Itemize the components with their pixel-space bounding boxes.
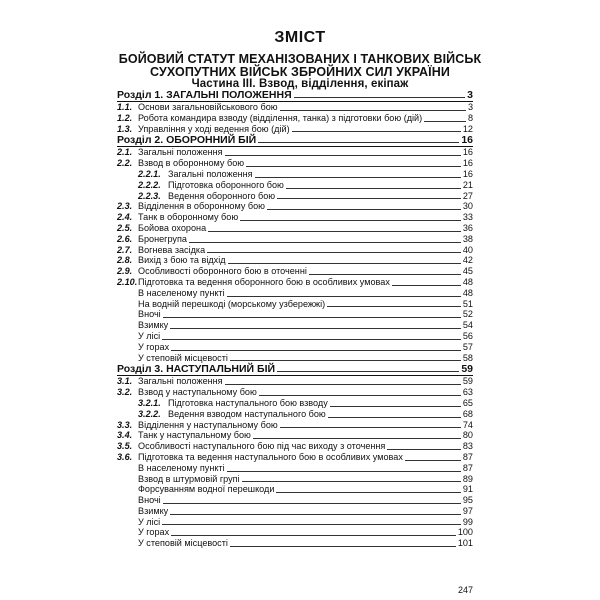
toc-entry	[117, 331, 473, 342]
toc-page-number: 83	[462, 441, 473, 452]
toc-leader-line	[230, 546, 456, 547]
toc-entry-number: 3.5.	[117, 441, 133, 452]
toc-entry-title: Розділ 2. ОБОРОННИЙ БІЙ	[117, 134, 257, 147]
toc-page-number: 51	[462, 298, 473, 309]
toc-leader-line	[405, 460, 461, 461]
toc-entry	[117, 506, 473, 517]
toc-leader-line	[246, 166, 461, 167]
toc-leader-line	[170, 328, 461, 329]
toc-page-number: 57	[462, 341, 473, 352]
toc-page-number: 68	[462, 408, 473, 419]
toc-entry	[117, 420, 473, 431]
toc-entry-title: Відділення в оборонному бою	[138, 201, 265, 212]
toc-leader-line	[228, 263, 461, 264]
toc-entry-title: Робота командира взводу (відділення, танка) з підготовки бою (дій)	[138, 112, 423, 123]
toc-page-number: 16	[462, 147, 473, 158]
toc-entry-title: Взимку	[138, 320, 169, 331]
toc-entry-number: 3.1.	[117, 376, 133, 387]
toc-entry	[117, 342, 473, 353]
toc-entry-title: Відділення у наступальному бою	[138, 419, 278, 430]
toc-entry-title: Бойова охорона	[138, 222, 207, 233]
toc-leader-line	[253, 438, 461, 439]
page-number: 247	[457, 585, 473, 595]
toc-section-heading	[117, 89, 473, 102]
toc-page-number: 74	[462, 419, 473, 430]
toc-leader-line	[242, 481, 461, 482]
toc-leader-line	[277, 198, 461, 199]
toc-entry	[117, 409, 473, 420]
toc-entry	[117, 538, 473, 549]
toc-page-number: 33	[462, 212, 473, 223]
toc-entry	[117, 169, 473, 180]
toc-entry	[117, 124, 473, 135]
toc-entry-title: Розділ 1. ЗАГАЛЬНІ ПОЛОЖЕННЯ	[117, 89, 292, 101]
toc-entry-number: 3.4.	[117, 430, 133, 441]
toc-page-number: 38	[462, 233, 473, 244]
toc-entry	[117, 255, 473, 266]
toc-leader-line	[162, 339, 461, 340]
toc-entry-title: Взвод в штурмовій групі	[138, 473, 240, 484]
toc-page-number: 87	[462, 451, 473, 462]
toc-entry-title: Форсуванням водної перешкоди	[138, 484, 275, 495]
toc-entry	[117, 113, 473, 124]
toc-leader-line	[292, 131, 461, 132]
toc-leader-line	[280, 110, 466, 111]
toc-leader-line	[259, 395, 461, 396]
toc-entry	[117, 158, 473, 169]
toc-leader-line	[170, 514, 461, 515]
toc-entry-number: 3.2.2.	[138, 408, 161, 419]
toc-entry-title: У степовій місцевості	[138, 538, 228, 549]
toc-entry	[117, 299, 473, 310]
toc-section-heading	[117, 363, 473, 376]
toc-entry-title: Танк у наступальному бою	[138, 430, 251, 441]
toc-page-number: 16	[462, 168, 473, 179]
toc-entry-title: Управління у ході ведення бою (дій)	[138, 123, 290, 134]
toc-leader-line	[240, 220, 461, 221]
toc-entry-title: Загальні положення	[168, 168, 253, 179]
toc-entry-title: В населеному пункті	[138, 287, 225, 298]
toc-page-number: 89	[462, 473, 473, 484]
toc-entry	[117, 517, 473, 528]
toc-entry-title: У лісі	[138, 516, 161, 527]
toc-entry-number: 2.4.	[117, 212, 133, 223]
page-title: ЗМІСТ	[274, 29, 326, 46]
toc-entry-title: Бронегрупа	[138, 233, 187, 244]
document-title-line-2: СУХОПУТНИХ ВІЙСЬК ЗБРОЙНИХ СИЛ УКРАЇНИ	[150, 65, 450, 79]
document-title-line-1: БОЙОВИЙ СТАТУТ МЕХАНІЗОВАНИХ І ТАНКОВИХ ВІЙСЬК	[118, 52, 482, 66]
toc-entry	[117, 463, 473, 474]
toc-page-number: 45	[462, 266, 473, 277]
toc-entry	[117, 191, 473, 202]
toc-entry-title: Вночі	[138, 309, 161, 320]
toc-entry	[117, 353, 473, 364]
toc-entry-title: Особливості оборонного бою в оточенні	[138, 266, 307, 277]
toc-page-number: 3	[467, 102, 473, 112]
toc-leader-line	[171, 350, 461, 351]
toc-entry	[117, 223, 473, 234]
toc-entry	[117, 245, 473, 256]
toc-entry-title: На водній перешкоді (морському узбережжі)	[138, 298, 326, 309]
toc-entry-number: 2.2.2.	[138, 179, 161, 190]
toc-entry-title: Підготовка оборонного бою	[168, 179, 284, 190]
toc-section-heading	[117, 134, 473, 147]
toc-leader-line	[227, 471, 461, 472]
toc-entry-number: 2.10.	[117, 276, 138, 287]
toc-entry-number: 2.5.	[117, 222, 133, 233]
toc-entry-number: 2.8.	[117, 255, 133, 266]
toc-entry-title: Загальні положення	[138, 147, 223, 158]
toc-page-number: 59	[462, 376, 473, 387]
toc-entry-title: Взвод в оборонному бою	[138, 158, 245, 169]
toc-entry	[117, 452, 473, 463]
toc-page-number: 27	[462, 190, 473, 201]
toc-page-number: 36	[462, 222, 473, 233]
toc-entry-number: 2.2.	[117, 158, 133, 169]
toc-leader-line	[328, 417, 461, 418]
toc-entry-title: Ведення взводом наступального бою	[168, 408, 326, 419]
toc-entry	[117, 147, 473, 158]
toc-entry-number: 2.7.	[117, 244, 133, 255]
toc-page-number: 58	[462, 352, 473, 363]
toc-entry-title: Взвод у наступальному бою	[138, 387, 257, 398]
toc-entry-number: 2.1.	[117, 147, 133, 158]
toc-leader-line	[171, 535, 456, 536]
toc-entry-title: Взимку	[138, 505, 169, 516]
toc-leader-line	[280, 427, 461, 428]
toc-entry-number: 3.2.	[117, 387, 133, 398]
toc-entry-title: Підготовка та ведення наступального бою в особливих умовах	[138, 451, 403, 462]
toc-entry-title: У горах	[138, 527, 170, 538]
toc-page-number: 3	[467, 89, 473, 101]
toc-leader-line	[392, 285, 461, 286]
toc-entry-number: 3.2.1.	[138, 397, 161, 408]
toc-entry	[117, 234, 473, 245]
toc-entry	[117, 430, 473, 441]
toc-leader-line	[387, 449, 461, 450]
toc-page-number: 48	[462, 287, 473, 298]
toc-entry	[117, 212, 473, 223]
toc-entry-number: 1.3.	[117, 123, 133, 134]
table-of-contents	[117, 89, 473, 549]
toc-leader-line	[227, 296, 461, 297]
toc-leader-line	[258, 142, 459, 143]
toc-page-number: 87	[462, 462, 473, 473]
toc-entry-title: Основи загальновійськового бою	[138, 102, 278, 112]
toc-leader-line	[208, 231, 461, 232]
toc-entry-number: 2.3.	[117, 201, 133, 212]
toc-entry	[117, 277, 473, 288]
toc-entry-number: 3.3.	[117, 419, 133, 430]
toc-entry	[117, 180, 473, 191]
toc-entry-title: Розділ 3. НАСТУПАЛЬНИЙ БІЙ	[117, 363, 276, 376]
toc-page-number: 56	[462, 330, 473, 341]
toc-leader-line	[294, 97, 466, 98]
toc-entry-title: Особливості наступального бою під час виходу з оточення	[138, 441, 386, 452]
toc-leader-line	[225, 155, 461, 156]
toc-entry-title: Підготовка наступального бою взводу	[168, 397, 328, 408]
toc-page-number: 16	[462, 158, 473, 169]
document-part-title: Частина ІІІ. Взвод, відділення, екіпаж	[191, 78, 409, 90]
toc-entry-number: 2.2.1.	[138, 168, 161, 179]
toc-page-number: 30	[462, 201, 473, 212]
toc-page-number: 21	[462, 179, 473, 190]
toc-entry-title: У степовій місцевості	[138, 352, 228, 363]
toc-page-number: 99	[462, 516, 473, 527]
toc-leader-line	[163, 317, 461, 318]
toc-leader-line	[267, 209, 461, 210]
toc-entry-title: У горах	[138, 341, 170, 352]
toc-leader-line	[189, 242, 461, 243]
toc-leader-line	[276, 492, 460, 493]
toc-entry	[117, 376, 473, 387]
toc-page-number: 101	[457, 538, 473, 549]
toc-page-number: 48	[462, 276, 473, 287]
toc-page-number: 52	[462, 309, 473, 320]
toc-leader-line	[424, 121, 466, 122]
toc-entry	[117, 527, 473, 538]
toc-page-number: 16	[461, 134, 473, 147]
toc-page-number: 42	[462, 255, 473, 266]
toc-entry	[117, 484, 473, 495]
toc-entry-number: 2.2.3.	[138, 190, 161, 201]
toc-leader-line	[162, 524, 461, 525]
toc-entry	[117, 441, 473, 452]
toc-entry-number: 3.6.	[117, 451, 133, 462]
toc-page-number: 95	[462, 495, 473, 506]
toc-page-number: 40	[462, 244, 473, 255]
toc-leader-line	[163, 503, 461, 504]
toc-page-number: 8	[467, 112, 473, 123]
toc-entry-number: 1.1.	[117, 102, 133, 112]
toc-entry	[117, 102, 473, 113]
toc-entry-number: 1.2.	[117, 112, 133, 123]
toc-page-number: 12	[462, 123, 473, 134]
toc-entry-title: У лісі	[138, 330, 161, 341]
toc-entry	[117, 387, 473, 398]
toc-entry-title: Вихід з бою та відхід	[138, 255, 226, 266]
toc-entry	[117, 495, 473, 506]
toc-entry-title: Підготовка та ведення оборонного бою в особливих умовах	[138, 276, 390, 287]
toc-entry-title: Ведення оборонного бою	[168, 190, 276, 201]
toc-entry	[117, 309, 473, 320]
toc-entry	[117, 474, 473, 485]
toc-entry	[117, 288, 473, 299]
toc-entry	[117, 266, 473, 277]
toc-entry-title: Вночі	[138, 495, 161, 506]
toc-leader-line	[309, 274, 461, 275]
toc-leader-line	[255, 177, 461, 178]
toc-page-number: 59	[461, 363, 473, 376]
toc-entry	[117, 320, 473, 331]
toc-page-number: 63	[462, 387, 473, 398]
toc-page-number: 65	[462, 397, 473, 408]
toc-leader-line	[330, 406, 461, 407]
toc-entry	[117, 201, 473, 212]
toc-page-number: 54	[462, 320, 473, 331]
toc-entry	[117, 398, 473, 409]
toc-page-number: 100	[457, 527, 473, 538]
toc-leader-line	[225, 384, 461, 385]
toc-entry-title: Танк в оборонному бою	[138, 212, 239, 223]
toc-leader-line	[230, 360, 461, 361]
toc-entry-title: Вогнева засідка	[138, 244, 206, 255]
toc-entry-title: В населеному пункті	[138, 462, 225, 473]
toc-entry-number: 2.9.	[117, 266, 133, 277]
toc-leader-line	[327, 306, 461, 307]
toc-entry-title: Загальні положення	[138, 376, 223, 387]
toc-leader-line	[277, 371, 459, 372]
toc-page-number: 97	[462, 505, 473, 516]
toc-page-number: 91	[462, 484, 473, 495]
toc-entry-number: 2.6.	[117, 233, 133, 244]
toc-page-number: 80	[462, 430, 473, 441]
toc-leader-line	[207, 252, 461, 253]
toc-leader-line	[286, 188, 461, 189]
